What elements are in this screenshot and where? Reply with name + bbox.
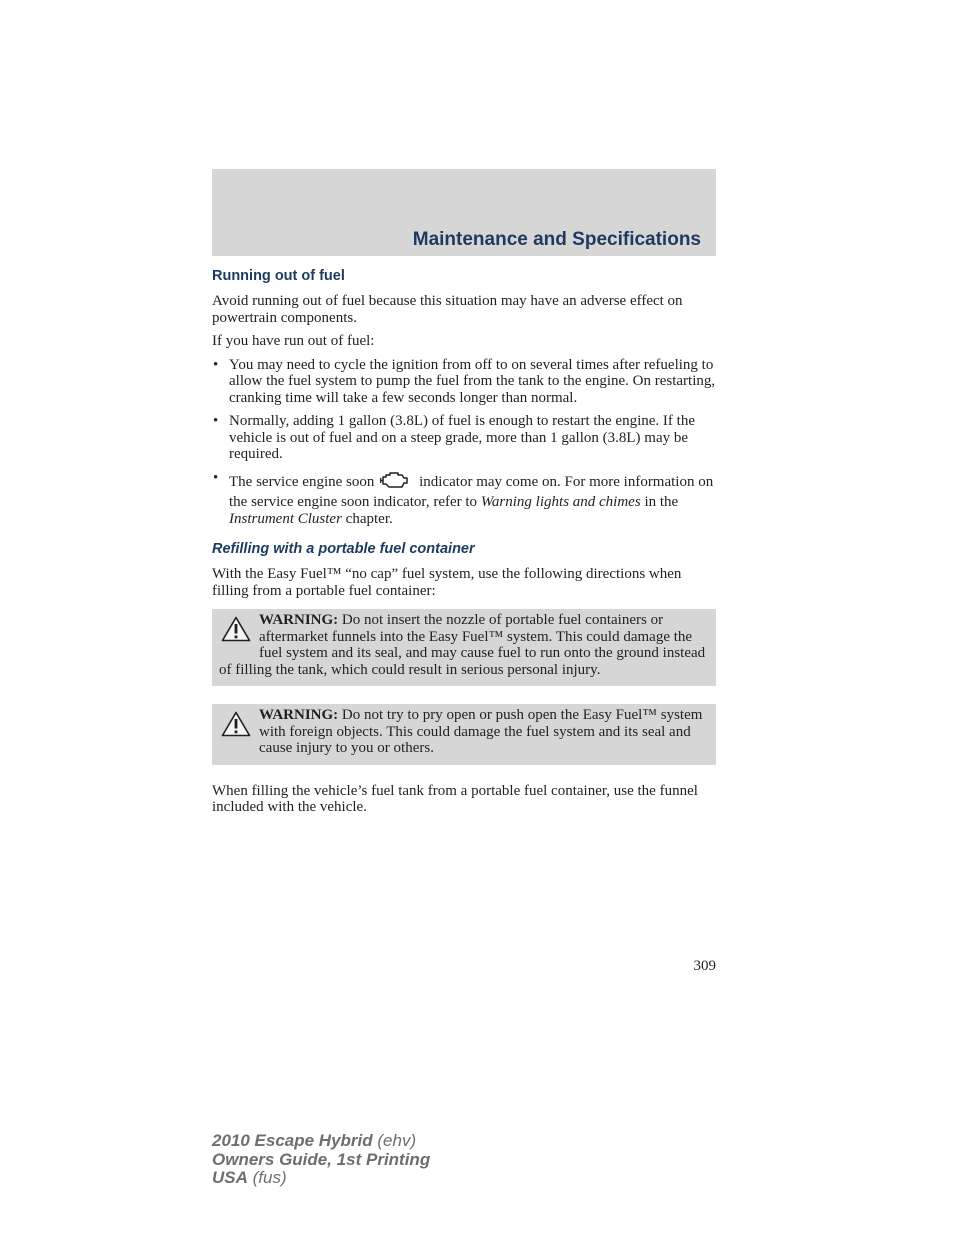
warning-text: Do not try to pry open or push open the Easy Fuel™ system with foreign objects. This could damage the fuel system and its seal and cause injury to you or others. bbox=[259, 707, 703, 756]
footer-model: 2010 Escape Hybrid bbox=[212, 1131, 373, 1150]
warning-triangle-icon bbox=[221, 711, 251, 742]
footer-imprint bbox=[212, 1132, 430, 1188]
section-heading-running-out-of-fuel: Running out of fuel bbox=[212, 268, 345, 284]
warning-box bbox=[212, 609, 716, 686]
footer-line-3 bbox=[212, 1169, 430, 1188]
header-band bbox=[212, 169, 716, 256]
list-item bbox=[212, 470, 716, 528]
list-item-text-end: chapter. bbox=[341, 510, 393, 527]
list-item-text-mid: in the bbox=[640, 494, 679, 510]
warning-triangle-icon bbox=[221, 616, 251, 647]
list-item-text: Normally, adding 1 gallon (3.8L) of fuel is enough to restart the engine. If the vehicle is out of fuel and on a steep grade, more than 1 gallon (3.8L) may be required. bbox=[229, 413, 695, 462]
footer-market-code: (fus) bbox=[247, 1168, 287, 1187]
bullet-marker: • bbox=[213, 413, 219, 429]
cross-reference-warning-lights: Warning lights and chimes bbox=[480, 494, 641, 510]
paragraph: Avoid running out of fuel because this situation may have an adverse effect on powertrain components. bbox=[212, 293, 683, 326]
section-heading-refilling: Refilling with a portable fuel container bbox=[212, 541, 475, 557]
warning-label: WARNING: bbox=[259, 707, 339, 723]
footer-model-code: (ehv) bbox=[372, 1131, 417, 1150]
bullet-marker: • bbox=[213, 356, 219, 373]
main-content bbox=[212, 266, 716, 823]
warning-box bbox=[212, 704, 716, 765]
engine-icon bbox=[380, 470, 410, 495]
paragraph: If you have run out of fuel: bbox=[212, 333, 375, 349]
page-number: 309 bbox=[693, 958, 716, 974]
footer-line-2: Owners Guide, 1st Printing bbox=[212, 1149, 431, 1169]
footer-line-1 bbox=[212, 1132, 430, 1151]
paragraph: When filling the vehicle’s fuel tank from a portable fuel container, use the funnel included with the vehicle. bbox=[212, 782, 698, 815]
paragraph: With the Easy Fuel™ “no cap” fuel system, use the following directions when filling from a portable fuel container: bbox=[212, 566, 682, 599]
list-item bbox=[212, 357, 716, 407]
list-item-text: You may need to cycle the ignition from off to on several times after refueling to allow the fuel system to pump the fuel from the tank to the engine. On restarting, cranking time will take a few seconds longer than normal. bbox=[229, 356, 716, 406]
list-item-text-pre: The service engine soon bbox=[229, 473, 375, 490]
cross-reference-instrument-cluster: Instrument Cluster bbox=[229, 510, 342, 527]
bullet-list bbox=[212, 357, 716, 528]
warning-text: Do not insert the nozzle of portable fuel containers or aftermarket funnels into the Easy Fuel™ system. This could damage the fuel system and its seal, and may cause fuel to run onto the ground instead of filling the tank, which could result in serious personal injury. bbox=[219, 612, 706, 678]
warning-label: WARNING: bbox=[259, 612, 339, 628]
footer-market: USA bbox=[212, 1168, 248, 1187]
page-title: Maintenance and Specifications bbox=[412, 229, 701, 250]
bullet-marker: • bbox=[213, 469, 219, 486]
list-item-text-post: indicator may come on. For more information on the service engine soon indicator, refer to bbox=[229, 473, 714, 510]
list-item bbox=[212, 413, 716, 463]
